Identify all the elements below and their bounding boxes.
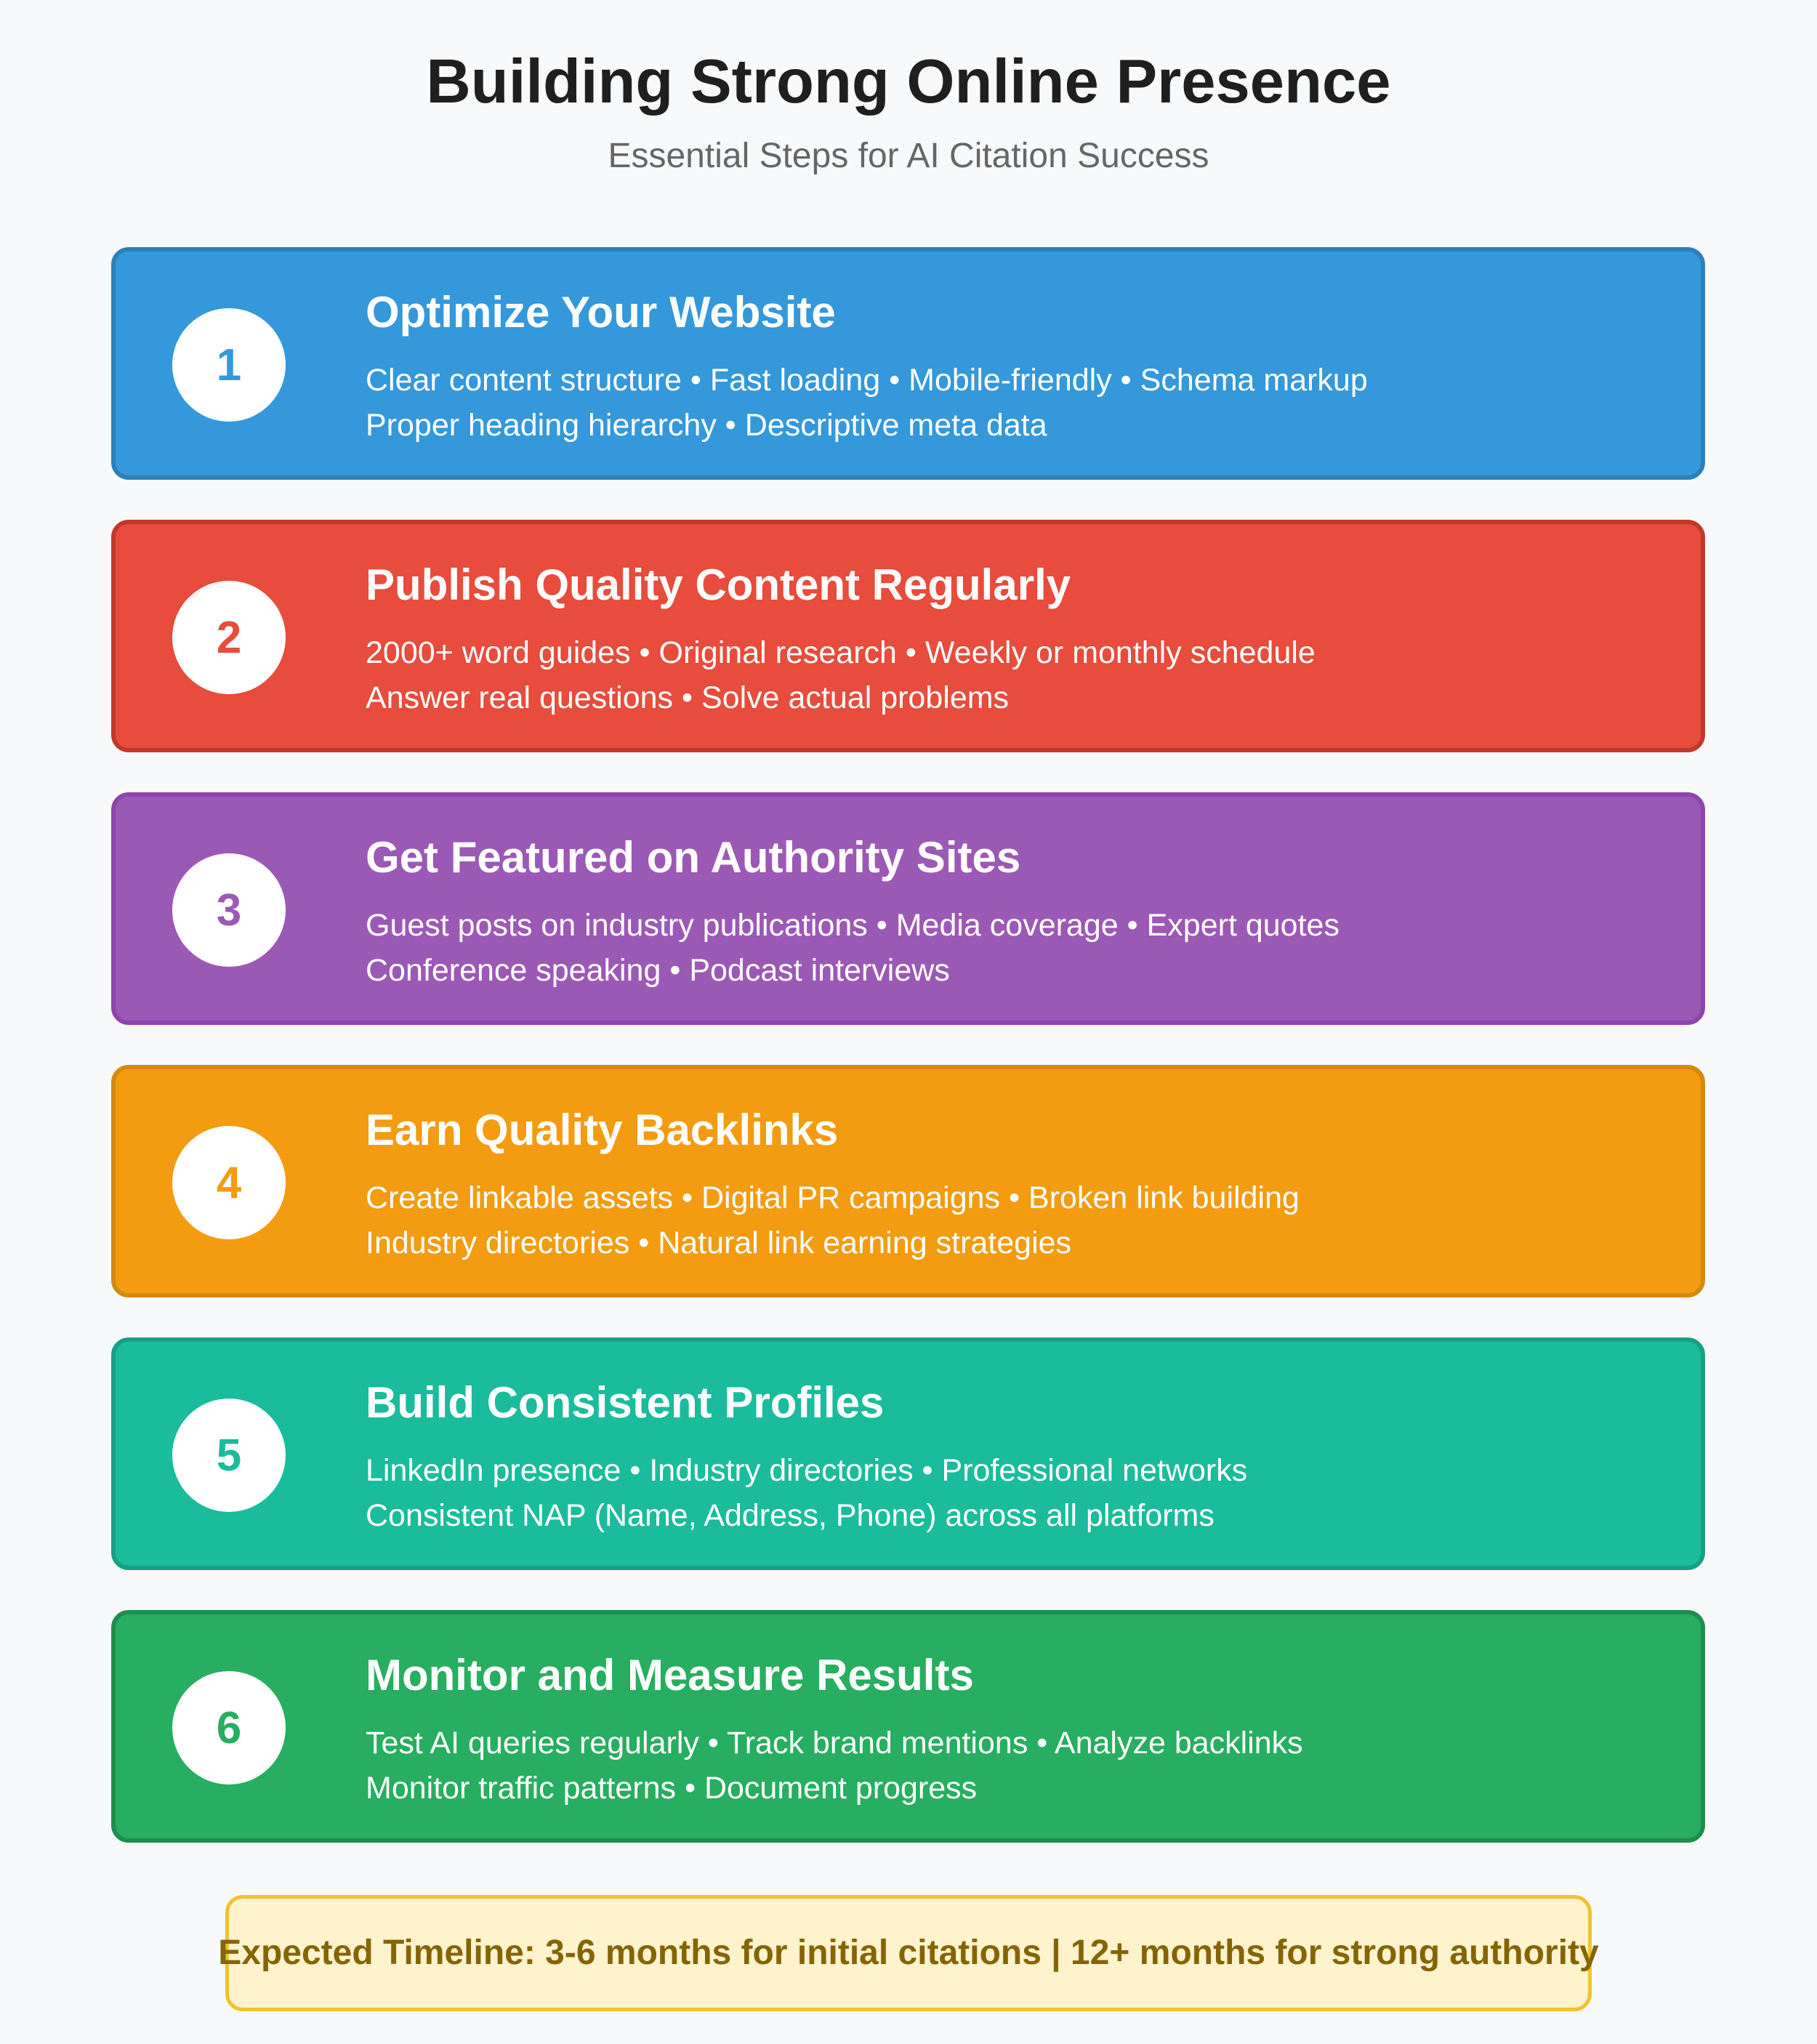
step-card-4 (111, 1065, 1705, 1297)
step-details-line-1: Guest posts on industry publications • Media coverage • Expert quotes (366, 908, 1339, 943)
step-title: Publish Quality Content Regularly (366, 560, 1071, 609)
step-title: Monitor and Measure Results (366, 1651, 974, 1699)
step-details-line-1: Test AI queries regularly • Track brand mentions • Analyze backlinks (366, 1726, 1303, 1761)
step-number-badge: 2 (172, 581, 286, 694)
step-title: Earn Quality Backlinks (366, 1106, 839, 1154)
step-details-line-1: Clear content structure • Fast loading • Mobile-friendly • Schema markup (366, 363, 1368, 398)
step-number-badge: 6 (172, 1671, 286, 1785)
step-card-6 (111, 1610, 1705, 1843)
step-title: Get Featured on Authority Sites (366, 833, 1021, 882)
step-details-line-2: Conference speaking • Podcast interviews (366, 953, 950, 988)
step-card-1 (111, 247, 1705, 480)
page-subtitle: Essential Steps for AI Citation Success (608, 137, 1209, 175)
step-details-line-2: Monitor traffic patterns • Document progress (366, 1771, 978, 1806)
step-details-line-1: LinkedIn presence • Industry directories • Professional networks (366, 1453, 1248, 1488)
step-number-badge: 1 (172, 308, 286, 422)
steps-list (111, 247, 1705, 1883)
timeline-text: Expected Timeline: 3-6 months for initial citations | 12+ months for strong authority (218, 1934, 1599, 1972)
step-details-line-2: Proper heading hierarchy • Descriptive meta data (366, 408, 1047, 443)
step-number-badge: 5 (172, 1399, 286, 1512)
step-card-3 (111, 792, 1705, 1025)
step-details-line-1: 2000+ word guides • Original research • Weekly or monthly schedule (366, 635, 1316, 670)
step-title: Build Consistent Profiles (366, 1378, 885, 1427)
step-card-2 (111, 520, 1705, 752)
step-details-line-2: Answer real questions • Solve actual problems (366, 680, 1010, 715)
step-details-line-2: Consistent NAP (Name, Address, Phone) across all platforms (366, 1498, 1214, 1533)
step-card-5 (111, 1337, 1705, 1570)
step-number-badge: 3 (172, 853, 286, 967)
step-details-line-1: Create linkable assets • Digital PR campaigns • Broken link building (366, 1180, 1300, 1215)
step-details-line-2: Industry directories • Natural link earning strategies (366, 1226, 1072, 1260)
step-title: Optimize Your Website (366, 288, 836, 337)
page-title: Building Strong Online Presence (426, 47, 1391, 116)
step-number-badge: 4 (172, 1126, 286, 1239)
